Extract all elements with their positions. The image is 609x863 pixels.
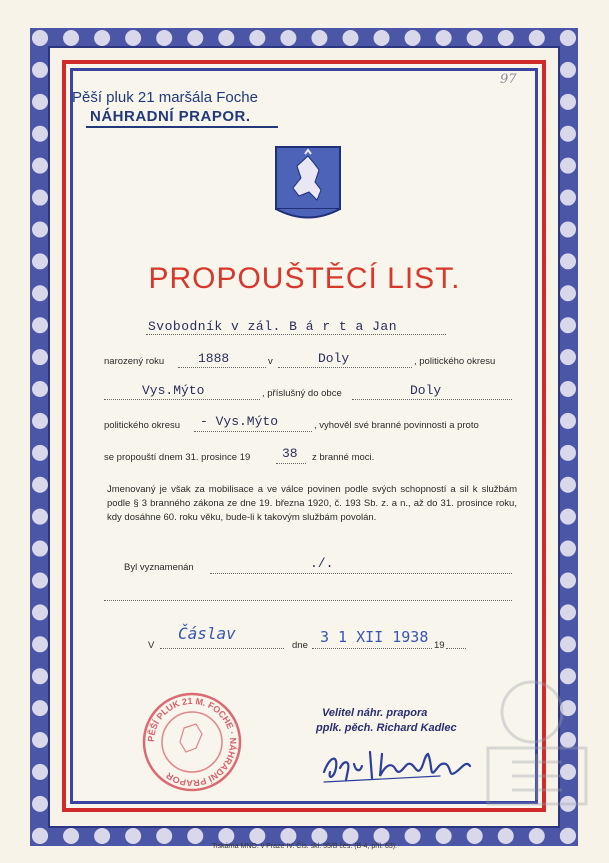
- unit-stamp-line1: Pěší pluk 21 maršála Foche: [72, 89, 258, 106]
- release-year: 38: [282, 446, 298, 461]
- watermark-logo-icon: [472, 670, 602, 810]
- label-from-armed-forces: z branné moci.: [312, 452, 375, 463]
- issue-date: 3 1 XII 1938: [320, 628, 429, 646]
- coat-of-arms-icon: [275, 146, 341, 222]
- commander-block: [316, 706, 457, 736]
- district-line: [104, 399, 260, 400]
- handwritten-signature-icon: [320, 742, 480, 786]
- mobilisation-paragraph: Jmenovaný je však za mobilisace a ve válce povinen podle svých schopností a sil k službám podle § 3 branného zákona ze dne 19. března 1920, č. 193 Sb. z. a n., až do 31. prosince roku, kdy dosáhne 60. roku věku, bude-li k takovým službám povolán.: [107, 484, 517, 523]
- label-in: v: [268, 356, 273, 367]
- year-line: [446, 648, 466, 649]
- release-year-line: [276, 463, 306, 464]
- svg-text:PĚŠÍ PLUK 21 M. FOCHE · NÁHRAD: PĚŠÍ PLUK 21 M. FOCHE · NÁHRADNÍ PRAPOR: [145, 695, 239, 789]
- commander-name: pplk. pěch. Richard Kadlec: [316, 722, 457, 734]
- label-fulfilled-duty: , vyhověl své branné povinnosti a proto: [314, 420, 479, 431]
- unit-stamp-line2: NÁHRADNÍ PRAPOR.: [90, 108, 251, 125]
- label-released-date: se propouští dnem 31. prosince 19: [104, 452, 251, 463]
- official-seal-icon: [140, 690, 244, 794]
- pencil-note: 97: [500, 72, 517, 87]
- label-belongs-to: , příslušný do obce: [262, 388, 342, 399]
- district-name-2: - Vys.Mýto: [200, 414, 279, 429]
- birth-year-line: [178, 367, 266, 368]
- birth-place-line: [278, 367, 412, 368]
- birth-place: Doly: [318, 351, 350, 366]
- stamp-underline: [86, 126, 278, 128]
- document-title: PROPOUŠTĚCÍ LIST.: [148, 262, 461, 295]
- label-political-district: , politického okresu: [414, 356, 496, 367]
- unit-stamp: [72, 88, 258, 126]
- district-name: Vys.Mýto: [142, 383, 205, 398]
- printer-footer: Tiskárna MNO. v Praze IV. Čís. skl. 35/B čes. (B-4, příl. 63).: [211, 843, 398, 850]
- label-place: V: [148, 640, 155, 651]
- rank-and-name: Svobodník v zál. B á r t a Jan: [148, 319, 398, 334]
- municipality-name: Doly: [410, 383, 442, 398]
- municipality-line: [352, 399, 512, 400]
- date-line: [312, 648, 432, 649]
- label-century: 19: [434, 640, 445, 651]
- birth-year: 1888: [198, 351, 230, 366]
- label-date: dne: [292, 640, 308, 651]
- label-decorated: Byl vyznamenán: [124, 562, 194, 573]
- decorated-line-1: [210, 573, 512, 574]
- issue-place: Čáslav: [178, 624, 236, 643]
- label-born-year: narozený roku: [104, 356, 165, 367]
- label-political-district-2: politického okresu: [104, 420, 181, 431]
- place-line: [160, 648, 284, 649]
- district-line-2: [194, 431, 312, 432]
- name-underline: [146, 334, 446, 335]
- decorated-value: ./.: [310, 556, 334, 571]
- commander-title: Velitel náhr. prapora: [322, 707, 428, 719]
- decorated-line-2: [104, 600, 512, 601]
